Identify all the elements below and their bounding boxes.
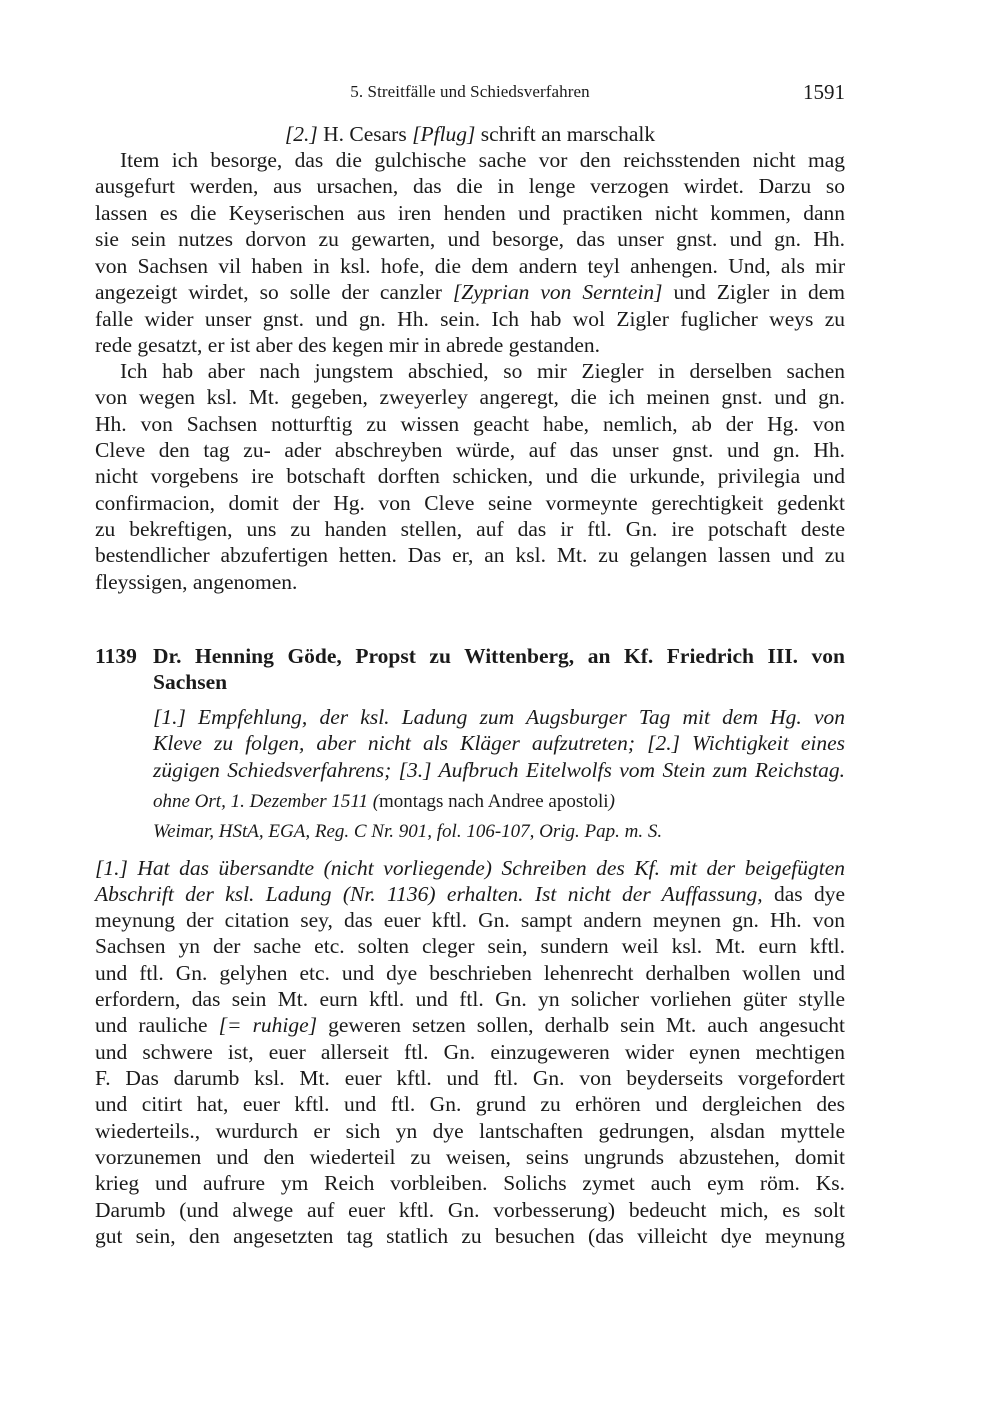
- text-line: F. Das darumb ksl. Mt. euer kftl. und ftl. Gn. von beyderseits vorgefordert: [95, 1066, 845, 1090]
- text-line: [95, 1012, 845, 1038]
- text-line: von wegen ksl. Mt. gegeben, zweyerley angeregt, die ich meinen gnst. und gn.: [95, 385, 845, 409]
- subsection-text: H. Cesars: [317, 122, 413, 146]
- text-span: und rauliche: [95, 1013, 219, 1037]
- text-line: [95, 279, 845, 305]
- subsection-marker: [2.]: [284, 122, 318, 146]
- text-line: wiederteils., wurdurch er sich yn dye lantschaften gedrungen, alsdan myttele: [95, 1119, 845, 1143]
- text-line: falle wider unser gnst. und gn. Hh. sein. Ich hab wol Zigler fuglicher weys zu: [95, 307, 845, 331]
- text-line: meynung der citation sey, das euer kftl. Gn. sampt andern meynen gn. Hh. von: [95, 908, 845, 932]
- text-line: gut sein, den angesetzten tag statlich zu besuchen (das villeicht dye meynung: [95, 1224, 845, 1248]
- text-line: Item ich besorge, das die gulchische sache vor den reichsstenden nicht mag: [120, 148, 845, 172]
- running-head: [95, 80, 845, 106]
- text-line: erfordern, das sein Mt. eurn kftl. und ftl. Gn. yn solicher vorliehen güter stylle: [95, 987, 845, 1011]
- text-line: ausgefurt werden, aus ursachen, das die in lenge verzogen wirdet. Darzu so: [95, 174, 845, 198]
- document-source: Weimar, HStA, EGA, Reg. C Nr. 901, fol. 106-107, Orig. Pap. m. S.: [153, 821, 663, 842]
- subsection-heading: [95, 121, 845, 147]
- text-line: Ich hab aber nach jungstem abschied, so mir Ziegler in derselben sachen: [120, 359, 845, 383]
- text-line: rede gesatzt, er ist aber des kegen mir in abrede gestanden.: [95, 333, 601, 357]
- text-line: bestendlicher abzufertigen hetten. Das er, an ksl. Mt. zu gelangen lassen und zu: [95, 543, 845, 567]
- text-span: das dye: [762, 882, 846, 906]
- text-line: [1.] Hat das übersandte (nicht vorliegende) Schreiben des Kf. mit der beigefügten: [95, 856, 845, 880]
- text-line: zu bekreftigen, uns zu handen stellen, auf das ir ftl. Gn. ire potschaft deste: [95, 517, 845, 541]
- text-line: Sachsen yn der sache etc. solten cleger sein, sundern weil ksl. Mt. eurn kftl.: [95, 934, 845, 958]
- text-line: fleyssigen, angenomen.: [95, 570, 298, 594]
- text-line: confirmacion, domit der Hg. von Cleve seine vormeynte gerechtigkeit gedenkt: [95, 491, 845, 515]
- text-span: Abschrift der ksl. Ladung (Nr. 1136) erhalten. Ist nicht der Auffassung,: [95, 882, 763, 906]
- document-title-line: Sachsen: [153, 670, 228, 694]
- editorial-note: [Zyprian von Serntein]: [452, 280, 663, 304]
- editorial-note: [Pflug]: [412, 122, 476, 146]
- regest-line: zügigen Schiedsverfahrens; [3.] Aufbruch Eitelwolfs vom Stein zum Reichstag.: [153, 758, 845, 782]
- text-line: Hh. von Sachsen notturftig zu wissen geacht habe, nemlich, ab der Hg. von: [95, 412, 845, 436]
- text-line: lassen es die Keyserischen aus iren henden und practiken nicht kommen, dann: [95, 201, 845, 225]
- text-span: und Zigler in dem: [662, 280, 845, 304]
- text-line: Darumb (und alwege auf euer kftl. Gn. vorbesserung) bedeucht mich, es solt: [95, 1198, 845, 1222]
- document-heading: [95, 643, 845, 699]
- regest-line: [1.] Empfehlung, der ksl. Ladung zum Augsburger Tag mit dem Hg. von: [153, 705, 845, 729]
- text-line: von Sachsen vil haben in ksl. hofe, die dem andern teyl anhengen. Und, als mir: [95, 254, 845, 278]
- text-line: krieg und aufrure ym Reich vorbleiben. Solichs zymet auch eym röm. Ks.: [95, 1171, 845, 1195]
- section-title: 5. Streitfälle und Schiedsverfahren: [350, 82, 590, 101]
- text-line: vorzunemen und den wiederteil zu weisen, seins ungrunds abzustehen, domit: [95, 1145, 845, 1169]
- text-line: und ftl. Gn. gelyhen etc. und dye beschrieben lehenrecht derhalben wollen und: [95, 961, 845, 985]
- text-line: sie sein nutzes dorvon zu gewarten, und besorge, das unser gnst. und gn. Hh.: [95, 227, 845, 251]
- editorial-note: [= ruhige]: [218, 1013, 318, 1037]
- text-line: nicht vorgebens ire botschaft dorften schicken, und die urkunde, privilegia und: [95, 464, 845, 488]
- text-line: und schwere ist, euer allerseit ftl. Gn. einzugeweren wider eynen mechtigen: [95, 1040, 845, 1064]
- regest-line: Kleve zu folgen, aber nicht als Kläger aufzutreten; [2.] Wichtigkeit eines: [153, 731, 845, 755]
- text-line: Cleve den tag zu- ader abschreyben würde, auf das unser gnst. und gn. Hh.: [95, 438, 845, 462]
- date-text: ): [608, 791, 615, 812]
- text-span: angezeigt wirdet, so solle der canzler: [95, 280, 453, 304]
- date-text: ohne Ort, 1. Dezember 1511 (: [153, 791, 380, 812]
- page-number: 1591: [803, 80, 845, 104]
- text-line: und citirt hat, euer kftl. und ftl. Gn. grund zu erhören und dergleichen des: [95, 1092, 845, 1116]
- subsection-text: schrift an marschalk: [475, 122, 656, 146]
- document-date: [153, 790, 615, 814]
- text-span: geweren setzen sollen, derhalb sein Mt. auch angesucht: [317, 1013, 845, 1037]
- text-line: [95, 881, 845, 907]
- document-number: 1139: [95, 644, 137, 668]
- document-title-line: Dr. Henning Göde, Propst zu Wittenberg, an Kf. Friedrich III. von: [153, 644, 845, 668]
- date-feast-text: montags nach Andree apostoli: [379, 791, 609, 812]
